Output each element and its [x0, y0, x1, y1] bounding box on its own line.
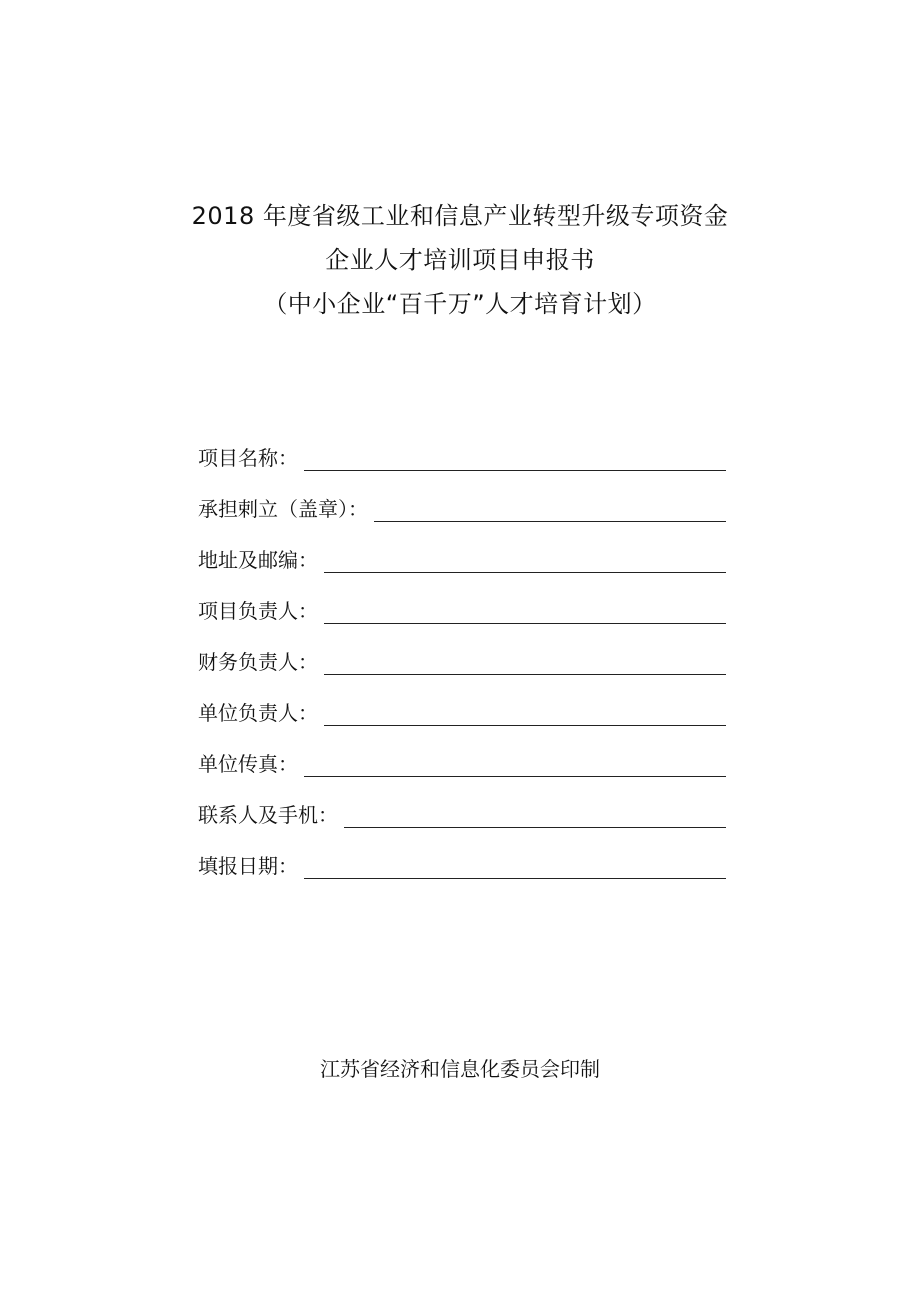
form-row-filing-date: [198, 832, 726, 883]
form-row-finance-lead: [198, 628, 726, 679]
finance-lead-field-line: [324, 648, 726, 675]
document-title: [0, 196, 920, 328]
title-line-3: （中小企业“百千万”人才培育计划）: [263, 290, 657, 318]
project-lead-field-line: [324, 597, 726, 624]
form-row-unit-lead: [198, 679, 726, 730]
form-label: 地址及邮编：: [198, 548, 318, 572]
form-row-address-postcode: [198, 526, 726, 577]
form-row-contact-mobile: [198, 781, 726, 832]
undertaking-unit-field-line: [374, 495, 726, 522]
form-label: 单位传真：: [198, 752, 298, 776]
issuer-footer: 江苏省经济和信息化委员会印制: [320, 1057, 600, 1081]
form-label: 项目名称：: [198, 446, 298, 470]
unit-lead-field-line: [324, 699, 726, 726]
form-row-project-lead: [198, 577, 726, 628]
form-row-undertaking-unit: [198, 475, 726, 526]
form-label: 联系人及手机：: [198, 803, 338, 827]
form-row-unit-fax: [198, 730, 726, 781]
application-form: [198, 424, 726, 883]
form-label: 项目负责人：: [198, 599, 318, 623]
title-line-1: 2018 年度省级工业和信息产业转型升级专项资金: [191, 202, 729, 230]
filing-date-field-line: [304, 852, 726, 879]
form-row-project-name: [198, 424, 726, 475]
unit-fax-field-line: [304, 750, 726, 777]
form-label: 填报日期：: [198, 854, 298, 878]
form-label: 财务负责人：: [198, 650, 318, 674]
form-label: 承担剌立（盖章）：: [198, 497, 368, 521]
contact-mobile-field-line: [344, 801, 726, 828]
project-name-field-line: [304, 444, 726, 471]
form-label: 单位负责人：: [198, 701, 318, 725]
address-postcode-field-line: [324, 546, 726, 573]
title-line-2: 企业人才培训项目申报书: [325, 246, 595, 274]
